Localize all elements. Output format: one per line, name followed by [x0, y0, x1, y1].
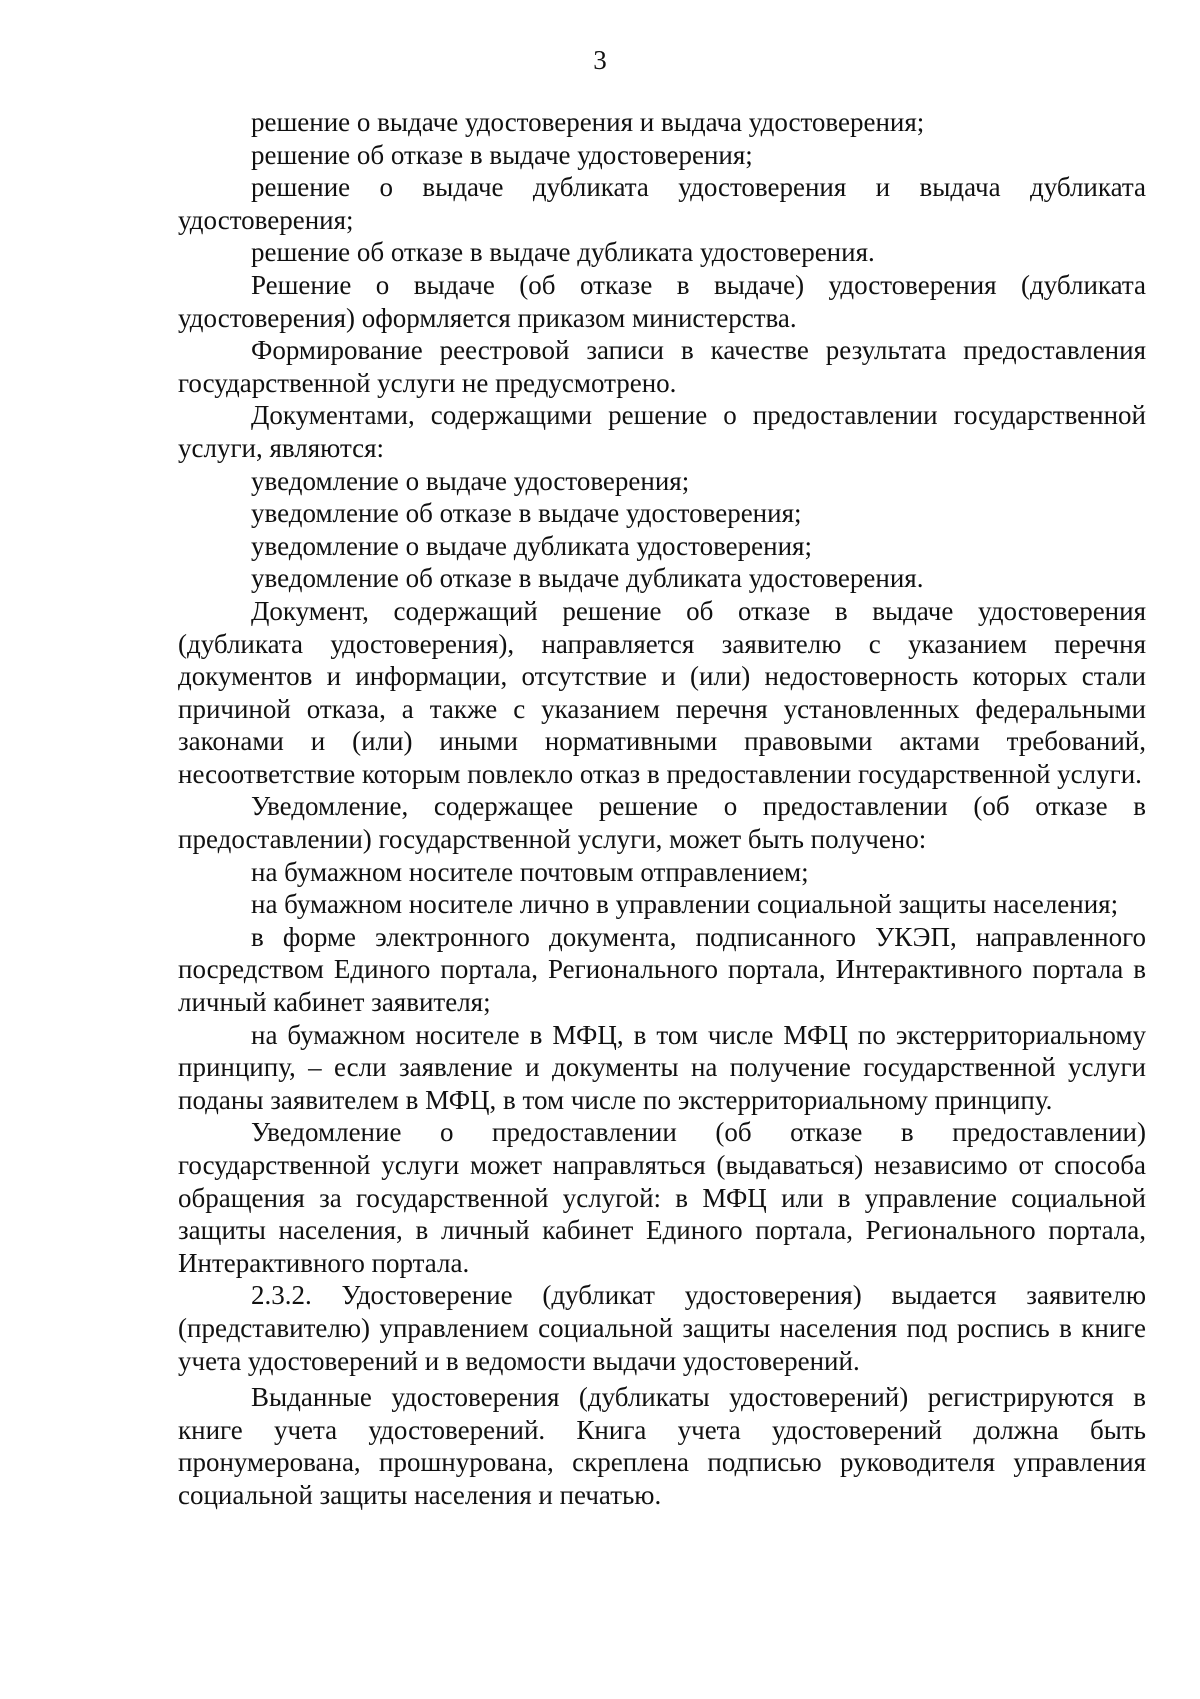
paragraph: Документами, содержащими решение о предоставлении государственной услуги, являются: [178, 400, 1146, 463]
paragraph: Уведомление, содержащее решение о предоставлении (об отказе в предоставлении) государственной услуги, может быть получено: [178, 791, 1146, 855]
paragraph: решение о выдаче удостоверения и выдача удостоверения; [251, 107, 925, 137]
paragraph: Решение о выдаче (об отказе в выдаче) удостоверения (дубликата удостоверения) оформляется приказом министерства. [178, 269, 1146, 333]
paragraph: Формирование реестровой записи в качестве результата предоставления государственной услуги не предусмотрено. [178, 335, 1146, 398]
paragraph: Документ, содержащий решение об отказе в выдаче удостоверения (дубликата удостоверения), направляется заявителю с указанием перечня документов и информации, отсутствие и (или) недостоверность которых стали причиной отказа, а также с указанием перечня установленных федеральными законами и (или) иными нормативными правовыми актами требований, несоответствие которым повлекло отказ в предоставлении государственной услуги. [178, 595, 1146, 789]
paragraph: уведомление о выдаче дубликата удостоверения; [251, 530, 812, 561]
paragraph: решение о выдаче дубликата удостоверения и выдача дубликата удостоверения; [178, 172, 1146, 235]
paragraph: Выданные удостоверения (дубликаты удостоверений) регистрируются в книге учета удостоверений. Книга учета удостоверений должна быть пронумерована, прошнурована, скреплена подписью руководителя управления социальной защиты населения и печатью. [178, 1382, 1146, 1510]
paragraph: решение об отказе в выдаче удостоверения; [251, 139, 753, 170]
paragraph: 2.3.2. Удостоверение (дубликат удостоверения) выдается заявителю (представителю) управлением социальной защиты населения под роспись в книге учета удостоверений и в ведомости выдачи удостоверений. [178, 1280, 1146, 1376]
paragraph: на бумажном носителе почтовым отправлением; [251, 856, 809, 887]
document-body [178, 106, 1146, 1512]
paragraph: в форме электронного документа, подписанного УКЭП, направленного посредством Единого портала, Регионального портала, Интерактивного портала в личный кабинет заявителя; [178, 921, 1146, 1018]
paragraph: уведомление об отказе в выдаче удостоверения; [251, 498, 802, 529]
paragraph: решение об отказе в выдаче дубликата удостоверения. [251, 237, 875, 268]
paragraph: уведомление о выдаче удостоверения; [251, 465, 690, 496]
page-number: 3 [593, 45, 607, 75]
paragraph: уведомление об отказе в выдаче дубликата удостоверения. [251, 563, 924, 594]
paragraph: на бумажном носителе в МФЦ, в том числе МФЦ по экстерриториальному принципу, – если заявление и документы на получение государственной услуги поданы заявителем в МФЦ, в том числе по экстерриториальному принципу. [178, 1019, 1146, 1115]
paragraph: на бумажном носителе лично в управлении социальной защиты населения; [251, 889, 1119, 920]
paragraph: Уведомление о предоставлении (об отказе в предоставлении) государственной услуги может направляться (выдаваться) независимо от способа обращения за государственной услугой: в МФЦ или в управление социальной защиты населения, в личный кабинет Единого портала, Регионального портала, Интерактивного портала. [178, 1117, 1146, 1278]
